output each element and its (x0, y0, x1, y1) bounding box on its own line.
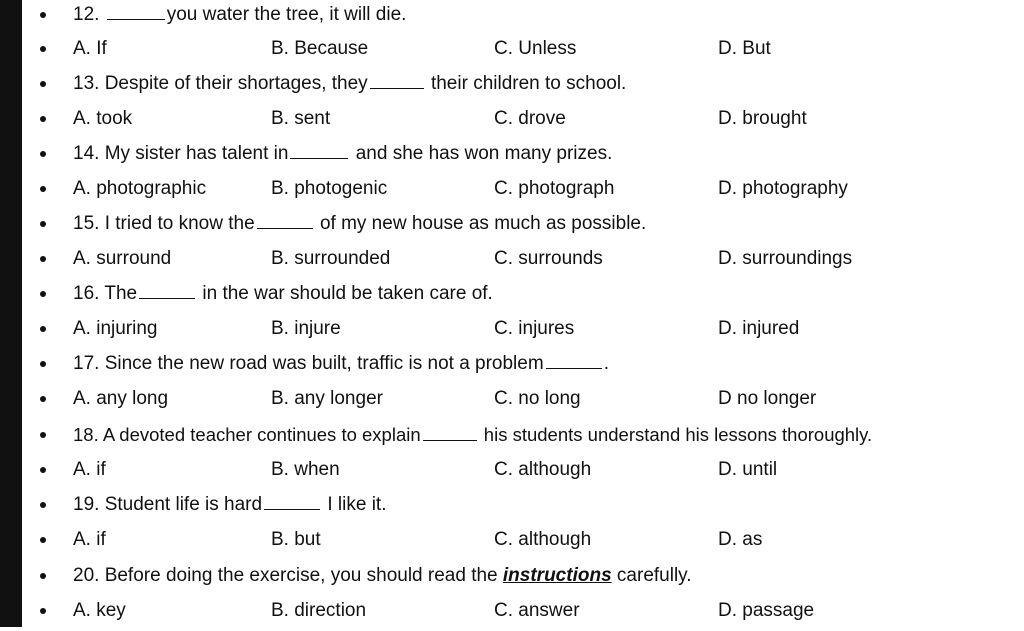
question-text-15: 15. I tried to know the of my new house as much as possible. (73, 213, 647, 234)
bullet-dot (40, 502, 46, 508)
answer-blank[interactable] (546, 354, 602, 369)
option-a[interactable]: A. took (73, 108, 133, 129)
option-b[interactable]: B. sent (271, 108, 331, 129)
option-c[interactable]: C. Unless (494, 38, 577, 59)
bullet-dot (40, 537, 46, 543)
option-b[interactable]: B. any longer (271, 388, 383, 409)
bullet-dot (40, 573, 46, 579)
option-a[interactable]: A. injuring (73, 318, 158, 339)
option-b[interactable]: B. photogenic (271, 178, 388, 199)
options-line-19 (0, 525, 1024, 560)
option-d[interactable]: D. brought (718, 108, 807, 129)
bullet-dot (40, 221, 46, 227)
options-line-20 (0, 596, 1024, 631)
question-text-14: 14. My sister has talent in and she has won many prizes. (73, 143, 613, 164)
option-a[interactable]: A. if (73, 459, 106, 480)
emphasized-word: instructions (502, 565, 612, 586)
question-line-14 (0, 139, 1024, 174)
question-text-17: 17. Since the new road was built, traffic is not a problem . (73, 353, 609, 374)
option-d[interactable]: D. until (718, 459, 778, 480)
option-a[interactable]: A. If (73, 38, 107, 59)
bullet-dot (40, 12, 46, 18)
bullet-dot (40, 396, 46, 402)
answer-blank[interactable] (257, 214, 313, 229)
option-c[interactable]: C. photograph (494, 178, 615, 199)
option-c[interactable]: C. drove (494, 108, 566, 129)
option-c[interactable]: C. although (494, 529, 592, 550)
option-b[interactable]: B. Because (271, 38, 369, 59)
option-b[interactable]: B. surrounded (271, 248, 391, 269)
option-c[interactable]: C. injures (494, 318, 575, 339)
option-d[interactable]: D. But (718, 38, 771, 59)
question-line-18 (0, 420, 1024, 455)
bullet-dot (40, 432, 46, 438)
question-line-20 (0, 561, 1024, 596)
answer-blank[interactable] (107, 5, 165, 20)
question-line-13 (0, 69, 1024, 104)
option-a[interactable]: A. any long (73, 388, 169, 409)
answer-blank[interactable] (370, 74, 424, 89)
options-line-14 (0, 174, 1024, 209)
question-text-19: 19. Student life is hard I like it. (73, 494, 387, 515)
question-line-12 (0, 0, 1024, 35)
option-b[interactable]: B. injure (271, 318, 341, 339)
bullet-dot (40, 361, 46, 367)
question-line-17 (0, 349, 1024, 384)
answer-blank[interactable] (264, 495, 320, 510)
option-a[interactable]: A. if (73, 529, 106, 550)
bullet-dot (40, 81, 46, 87)
answer-blank[interactable] (290, 144, 348, 159)
bullet-dot (40, 326, 46, 332)
option-d[interactable]: D no longer (718, 388, 817, 409)
options-line-16 (0, 314, 1024, 349)
options-line-12 (0, 34, 1024, 69)
options-line-15 (0, 244, 1024, 279)
bullet-dot (40, 116, 46, 122)
option-d[interactable]: D. injured (718, 318, 800, 339)
options-line-18 (0, 455, 1024, 490)
option-d[interactable]: D. as (718, 529, 763, 550)
option-b[interactable]: B. direction (271, 600, 367, 621)
option-c[interactable]: C. no long (494, 388, 581, 409)
question-line-15 (0, 209, 1024, 244)
answer-blank[interactable] (423, 426, 477, 441)
option-c[interactable]: C. answer (494, 600, 580, 621)
question-text-12: 12. you water the tree, it will die. (73, 4, 407, 25)
option-c[interactable]: C. surrounds (494, 248, 603, 269)
question-line-19 (0, 490, 1024, 525)
bullet-dot (40, 151, 46, 157)
option-d[interactable]: D. surroundings (718, 248, 853, 269)
option-a[interactable]: A. surround (73, 248, 172, 269)
question-text-13: 13. Despite of their shortages, they their children to school. (73, 73, 627, 94)
bullet-dot (40, 291, 46, 297)
option-a[interactable]: A. key (73, 600, 126, 621)
option-b[interactable]: B. when (271, 459, 340, 480)
bullet-dot (40, 608, 46, 614)
option-c[interactable]: C. although (494, 459, 592, 480)
bullet-dot (40, 256, 46, 262)
question-text-18: 18. A devoted teacher continues to explain his students understand his lessons thoroughly. (73, 424, 873, 445)
answer-blank[interactable] (139, 284, 195, 299)
options-line-17 (0, 384, 1024, 419)
option-a[interactable]: A. photographic (73, 178, 207, 199)
question-text-20: 20. Before doing the exercise, you should read the instructions carefully. (73, 565, 692, 586)
option-d[interactable]: D. passage (718, 600, 815, 621)
option-d[interactable]: D. photography (718, 178, 848, 199)
bullet-dot (40, 46, 46, 52)
options-line-13 (0, 104, 1024, 139)
bullet-dot (40, 186, 46, 192)
bullet-dot (40, 467, 46, 473)
option-b[interactable]: B. but (271, 529, 321, 550)
question-text-16: 16. The in the war should be taken care of. (73, 283, 493, 304)
question-line-16 (0, 279, 1024, 314)
